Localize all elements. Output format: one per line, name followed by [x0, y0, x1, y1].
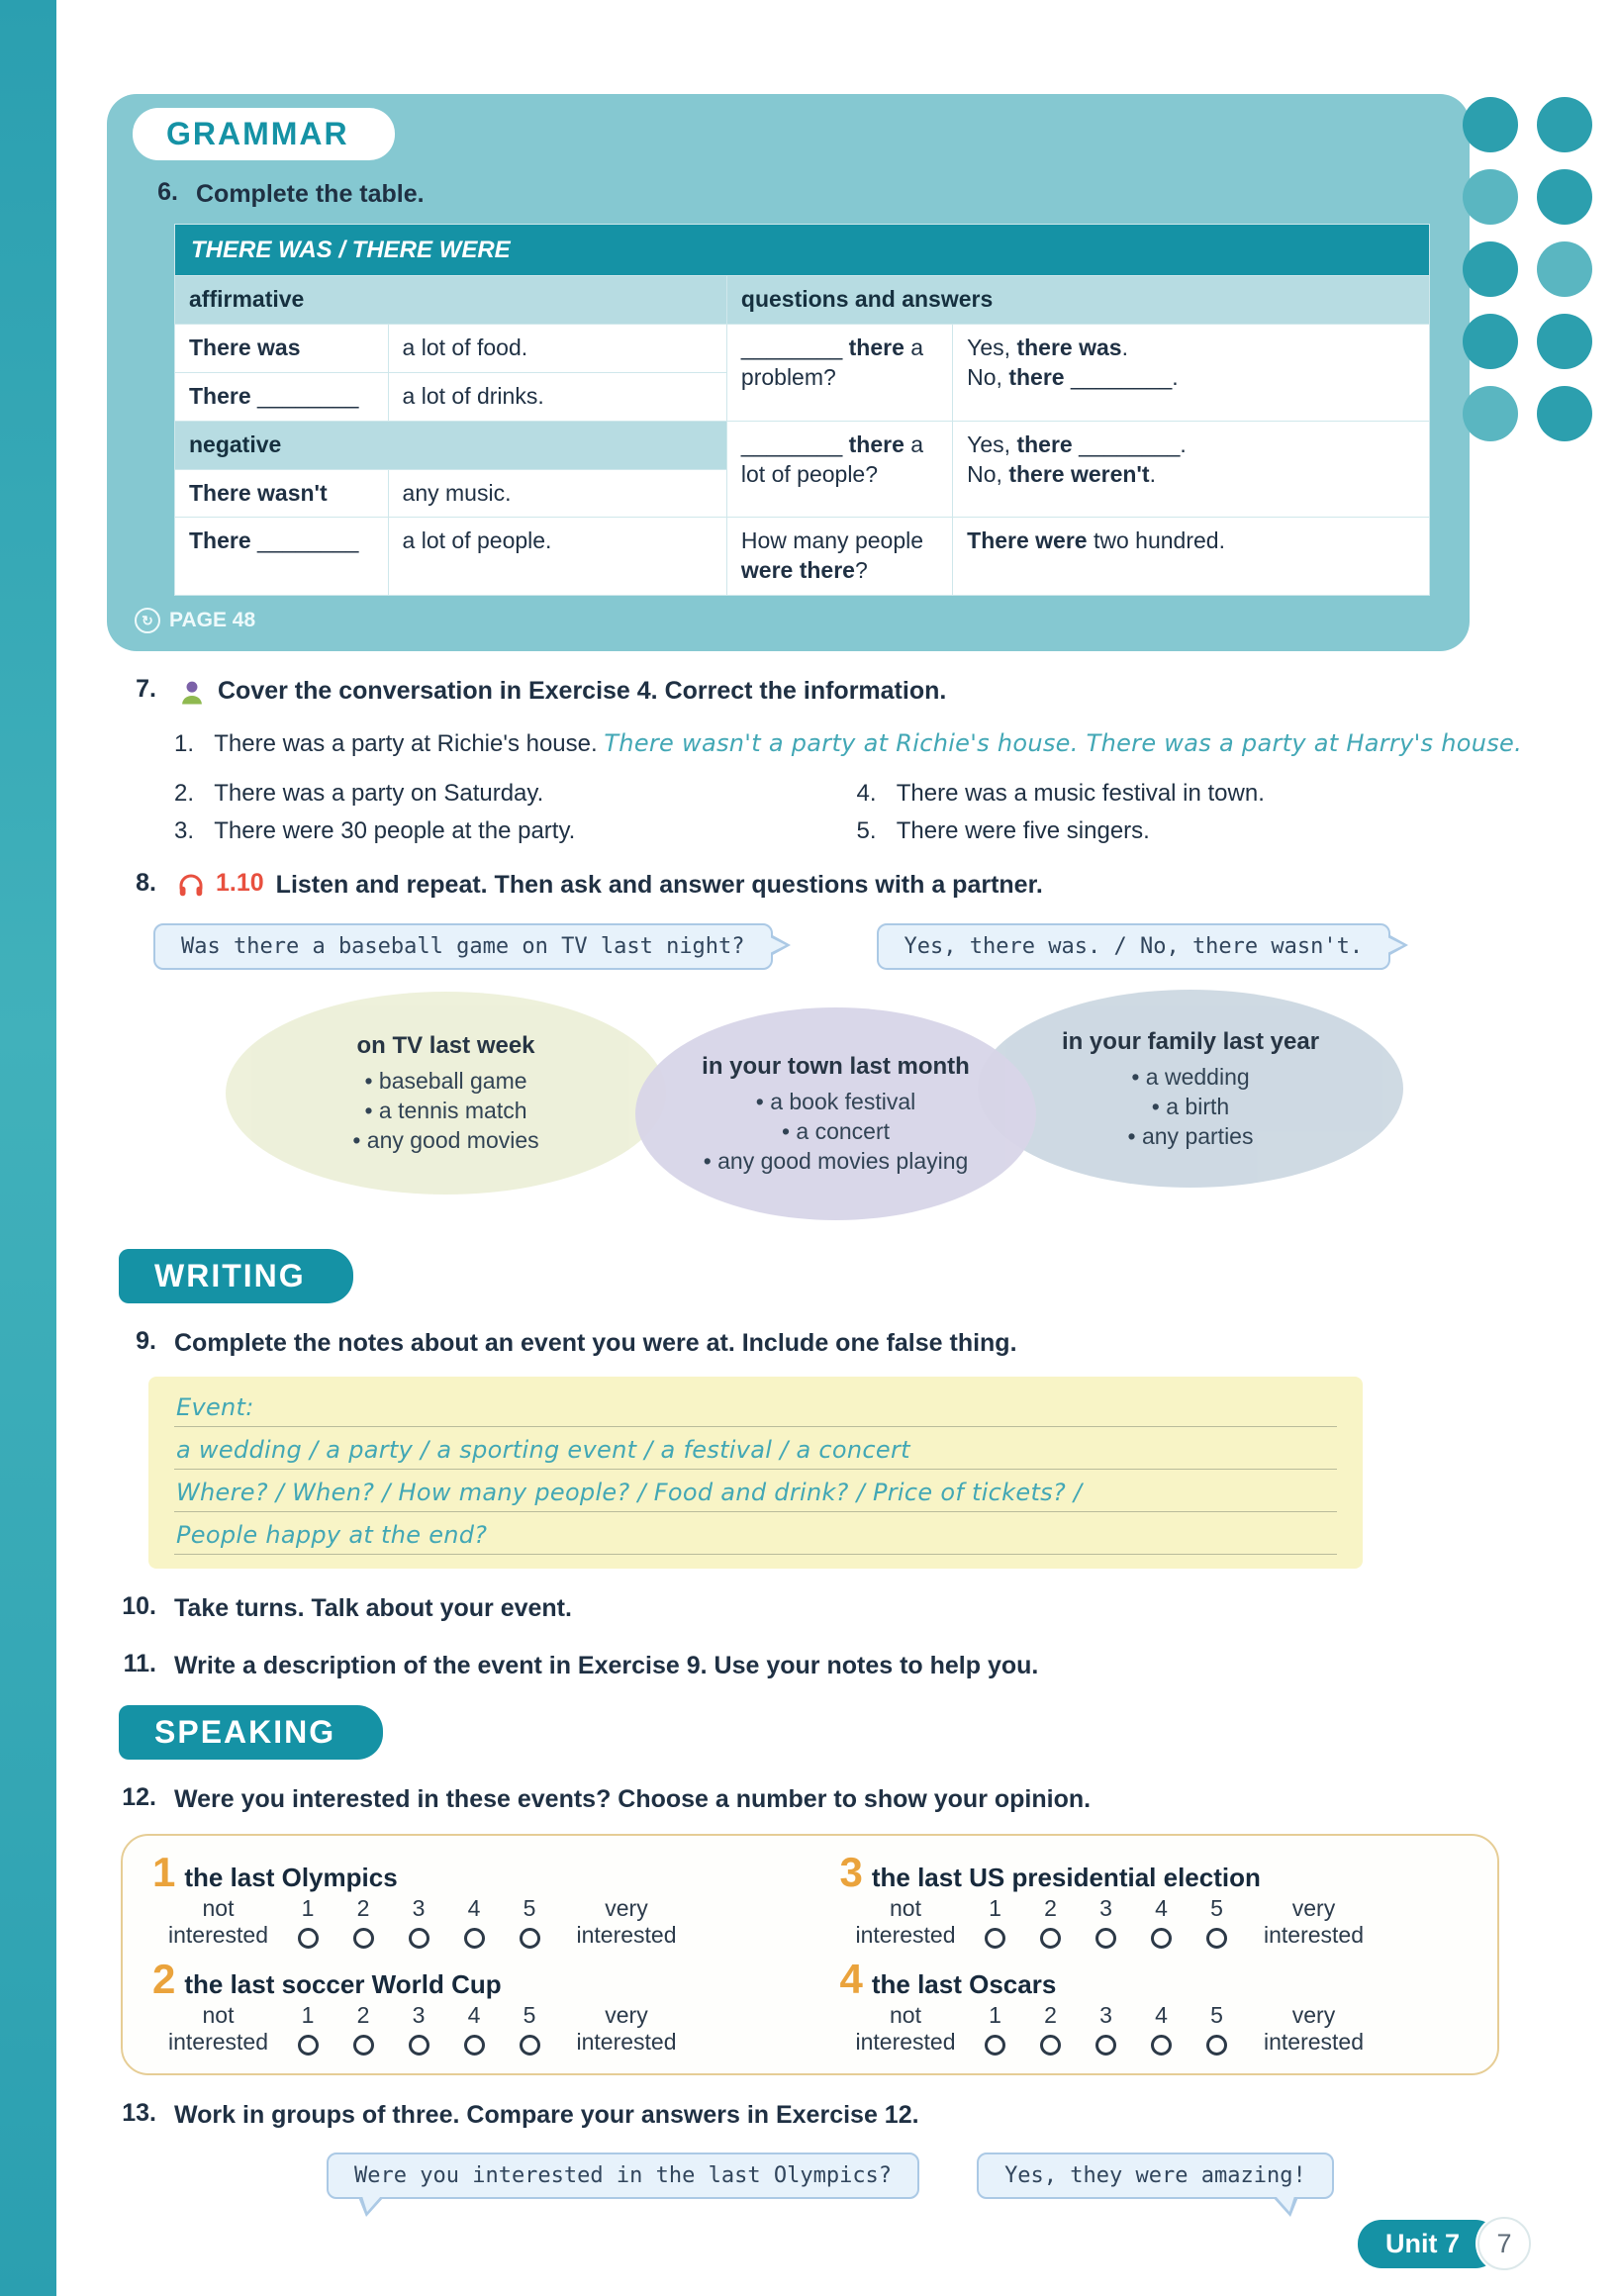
rating-scale: [156, 2002, 781, 2056]
exercise-11: [107, 1650, 1539, 1683]
rating-item-world-cup: [152, 1956, 781, 2059]
item-title: the last US presidential election: [871, 1863, 1261, 1893]
scale-number: 2: [356, 2002, 370, 2029]
rating-circle[interactable]: [1151, 2035, 1172, 2056]
topic-oval-town: [635, 1007, 1036, 1220]
table-title: THERE WAS / THERE WERE: [175, 224, 1430, 275]
table-row: [175, 421, 1430, 469]
scale-label-interested: interested: [576, 2029, 677, 2056]
list-column-left: [174, 770, 857, 845]
exercise-instruction: Take turns. Talk about your event.: [174, 1594, 572, 1623]
scale-number: 3: [1099, 1895, 1112, 1922]
exercise-instruction: Complete the notes about an event you were at. Include one false thing.: [174, 1329, 1017, 1358]
item-text: There were 30 people at the party.: [214, 817, 576, 845]
oval-title: on TV last week: [356, 1032, 535, 1060]
oval-item: • baseball game: [364, 1068, 526, 1095]
exercise-number: 6.: [157, 178, 178, 206]
item-title: the last Oscars: [871, 1969, 1057, 2000]
scale-number: 5: [523, 1895, 536, 1922]
table-cell: There was: [175, 324, 389, 372]
answer-line: No, there weren't.: [967, 460, 1156, 487]
scale-label-not: not: [890, 2002, 921, 2029]
decor-dot: [1537, 97, 1592, 152]
scale-label-interested: interested: [576, 1922, 677, 1949]
headphones-icon[interactable]: [176, 871, 206, 908]
table-row: [175, 324, 1430, 372]
decor-dot: [1537, 169, 1592, 225]
rating-circle[interactable]: [1095, 2035, 1116, 2056]
rating-circle[interactable]: [520, 2035, 540, 2056]
rating-item-oscars: [839, 1956, 1469, 2059]
question-cell: ________ there a lot of people?: [726, 421, 952, 518]
grammar-section-banner: GRAMMAR: [133, 108, 395, 160]
scale-number: 3: [1099, 2002, 1112, 2029]
exercise-number: 8.: [136, 869, 156, 898]
list-item: [857, 817, 1540, 845]
exercise-number: 11.: [123, 1649, 156, 1677]
scale-label-interested: interested: [855, 2029, 956, 2056]
item-number: 1.: [174, 730, 195, 758]
decor-dot: [1463, 314, 1518, 369]
item-title: the last Olympics: [184, 1863, 398, 1893]
model-dialogue: [327, 2152, 1618, 2199]
answer-cell: [953, 324, 1430, 421]
topic-ovals: [0, 982, 1618, 1227]
exercise-number: 9.: [136, 1327, 156, 1356]
oval-item: • a birth: [1152, 1094, 1229, 1120]
scale-number: 5: [523, 2002, 536, 2029]
page-link-label: PAGE 48: [169, 609, 256, 632]
rating-circle[interactable]: [353, 1928, 374, 1949]
oval-title: in your town last month: [702, 1053, 970, 1081]
page-48-link[interactable]: [135, 608, 255, 633]
decorative-dots: [1463, 97, 1594, 441]
scale-number: 3: [412, 2002, 426, 2029]
answer-cell: There were two hundred.: [953, 518, 1430, 596]
scale-number: 1: [301, 2002, 315, 2029]
answer-line: Yes, there ________.: [967, 430, 1187, 457]
list-column-right: [857, 770, 1540, 845]
exercise-instruction: Work in groups of three. Compare your answers in Exercise 12.: [174, 2101, 919, 2130]
oval-item: • a concert: [782, 1118, 890, 1145]
opinion-rating-box: [121, 1834, 1499, 2075]
exercise-instruction: Were you interested in these events? Choose a number to show your opinion.: [174, 1784, 1092, 1813]
rating-item-election: [839, 1849, 1469, 1953]
item-title: the last soccer World Cup: [184, 1969, 502, 2000]
exercise-instruction: Cover the conversation in Exercise 4. Correct the information.: [218, 677, 947, 706]
rating-circle[interactable]: [409, 2035, 429, 2056]
scale-number: 5: [1210, 1895, 1223, 1922]
item-number: 4.: [856, 780, 877, 808]
list-item: [174, 725, 1539, 762]
item-number: 3.: [174, 817, 195, 845]
item-text: There was a party on Saturday.: [214, 780, 544, 808]
question-cell: ________ there a problem?: [726, 324, 952, 421]
scale-number: 1: [989, 1895, 1001, 1922]
table-cell: a lot of drinks.: [388, 372, 726, 421]
scale-label-not: not: [202, 1895, 235, 1922]
pairwork-icon: [176, 677, 208, 716]
exercise-7: [107, 675, 1539, 714]
table-cell: a lot of people.: [388, 518, 726, 596]
scale-number: 3: [412, 1895, 426, 1922]
scale-number: 1: [301, 1895, 315, 1922]
oval-item: • any good movies playing: [704, 1148, 969, 1175]
answer-cell: [953, 421, 1430, 518]
note-line[interactable]: Event:: [174, 1385, 1337, 1427]
table-cell: any music.: [388, 469, 726, 518]
scale-label-interested: interested: [1263, 1922, 1364, 1949]
table-cell: There ________: [175, 372, 389, 421]
scale-label-very: very: [605, 1895, 648, 1922]
note-line[interactable]: People happy at the end?: [174, 1512, 1337, 1555]
scale-label-interested: interested: [167, 2029, 268, 2056]
speaking-section-banner: SPEAKING: [119, 1705, 383, 1760]
list-item: [174, 817, 857, 845]
writing-section-banner: WRITING: [119, 1249, 353, 1303]
scale-label-interested: interested: [1263, 2029, 1364, 2056]
rating-circle[interactable]: [1206, 2035, 1227, 2056]
exercise-number: 12.: [122, 1782, 156, 1811]
exercise-6: [129, 178, 1430, 212]
page-footer: [1358, 2217, 1531, 2270]
questions-answers-header: questions and answers: [726, 275, 1429, 324]
scale-label-interested: interested: [167, 1922, 268, 1949]
scale-label-interested: interested: [855, 1922, 956, 1949]
rating-circle[interactable]: [985, 1928, 1005, 1949]
question-cell: How many people were there?: [726, 518, 952, 596]
oval-title: in your family last year: [1061, 1027, 1320, 1055]
table-cell: a lot of food.: [388, 324, 726, 372]
oval-item: • a book festival: [756, 1089, 915, 1115]
item-number: 5.: [856, 817, 877, 845]
decor-dot: [1463, 169, 1518, 225]
scale-number: 4: [1155, 1895, 1168, 1922]
item-number: 2: [152, 1956, 176, 2003]
exercise-number: 7.: [136, 675, 156, 704]
scale-label-not: not: [202, 2002, 235, 2029]
decor-dot: [1463, 241, 1518, 297]
rating-circle[interactable]: [985, 2035, 1005, 2056]
oval-item: • any parties: [1128, 1123, 1254, 1150]
exercise-12: [107, 1783, 1539, 1817]
decor-dot: [1463, 97, 1518, 152]
handwritten-answer: There wasn't a party at Richie's house. There was a party at Harry's house.: [604, 729, 1523, 758]
page-arrow-icon: ↻: [135, 608, 160, 633]
exercise-instruction: Complete the table.: [196, 180, 425, 208]
there-was-table: [174, 224, 1430, 596]
rating-scale: [844, 2002, 1469, 2056]
scale-label-very: very: [1291, 1895, 1336, 1922]
grammar-panel: [107, 94, 1470, 651]
item-text: There were five singers.: [896, 817, 1150, 845]
scale-number: 1: [989, 2002, 1001, 2029]
decor-dot: [1463, 386, 1518, 441]
decor-dot: [1537, 386, 1592, 441]
answer-line: Yes, there was.: [967, 334, 1128, 360]
exercise-instruction: Write a description of the event in Exercise 9. Use your notes to help you.: [174, 1651, 1039, 1679]
unit-badge: Unit 7: [1358, 2220, 1499, 2268]
list-item: [857, 780, 1540, 808]
exercise-10: [107, 1592, 1539, 1626]
rating-circle[interactable]: [1095, 1928, 1116, 1949]
exercise-instruction: Listen and repeat. Then ask and answer questions with a partner.: [275, 871, 1043, 900]
scale-label-not: not: [890, 1895, 921, 1922]
rating-circle[interactable]: [464, 1928, 485, 1949]
scale-label-very: very: [605, 2002, 648, 2029]
speech-bubble-question: Were you interested in the last Olympics?: [327, 2152, 919, 2199]
exercise-8: [107, 869, 1539, 906]
rating-circle[interactable]: [1206, 1928, 1227, 1949]
scale-number: 2: [356, 1895, 370, 1922]
oval-item: • a tennis match: [364, 1098, 526, 1124]
exercise-number: 13.: [122, 2099, 156, 2128]
negative-header: negative: [175, 421, 727, 469]
rating-circle[interactable]: [298, 1928, 319, 1949]
scale-number: 2: [1044, 2002, 1057, 2029]
note-line[interactable]: a wedding / a party / a sporting event / a festival / a concert: [174, 1427, 1337, 1470]
scale-number: 2: [1044, 1895, 1057, 1922]
list-item: [174, 780, 857, 808]
item-text: There was a music festival in town.: [896, 780, 1265, 808]
exercise-13: [107, 2099, 1539, 2133]
item-number: 3: [839, 1849, 863, 1896]
page-number: 7: [1477, 2217, 1531, 2270]
item-number: 2.: [174, 780, 195, 808]
table-row: [175, 518, 1430, 596]
audio-track-number: 1.10: [216, 869, 264, 898]
item-text: There was a party at Richie's house.: [214, 730, 598, 758]
event-notes-pad[interactable]: [148, 1377, 1363, 1569]
rating-circle[interactable]: [353, 2035, 374, 2056]
scale-number: 4: [467, 1895, 481, 1922]
list-columns: [174, 770, 1539, 845]
rating-circle[interactable]: [464, 2035, 485, 2056]
answer-line: No, there ________.: [967, 363, 1179, 390]
speech-bubble-question: Was there a baseball game on TV last night?: [153, 923, 773, 970]
topic-oval-tv: [226, 992, 666, 1195]
table-cell: There wasn't: [175, 469, 389, 518]
affirmative-header: affirmative: [175, 275, 727, 324]
rating-circle[interactable]: [1040, 2035, 1061, 2056]
scale-number: 4: [467, 2002, 481, 2029]
rating-item-olympics: [152, 1849, 781, 1953]
scale-number: 5: [1210, 2002, 1223, 2029]
rating-circle[interactable]: [409, 1928, 429, 1949]
rating-circle[interactable]: [520, 1928, 540, 1949]
decor-dot: [1537, 241, 1592, 297]
rating-circle[interactable]: [298, 2035, 319, 2056]
rating-scale: [156, 1895, 781, 1949]
item-number: 4: [839, 1956, 863, 2003]
decor-dot: [1537, 314, 1592, 369]
model-dialogue: [153, 923, 1618, 970]
note-line[interactable]: Where? / When? / How many people? / Food and drink? / Price of tickets? /: [174, 1470, 1337, 1512]
table-title-row: [175, 224, 1430, 275]
exercise-9: [107, 1327, 1539, 1361]
item-number: 1: [152, 1849, 176, 1896]
speech-bubble-answer: Yes, there was. / No, there wasn't.: [877, 923, 1391, 970]
scale-label-very: very: [1291, 2002, 1336, 2029]
rating-circle[interactable]: [1151, 1928, 1172, 1949]
oval-item: • any good movies: [352, 1127, 538, 1154]
exercise-number: 10.: [122, 1592, 156, 1621]
topic-oval-family: [978, 990, 1403, 1188]
table-cell: There ________: [175, 518, 389, 596]
table-subheader-row: [175, 275, 1430, 324]
rating-circle[interactable]: [1040, 1928, 1061, 1949]
scale-number: 4: [1155, 2002, 1168, 2029]
speech-bubble-answer: Yes, they were amazing!: [977, 2152, 1334, 2199]
oval-item: • a wedding: [1131, 1064, 1249, 1091]
rating-scale: [844, 1895, 1469, 1949]
